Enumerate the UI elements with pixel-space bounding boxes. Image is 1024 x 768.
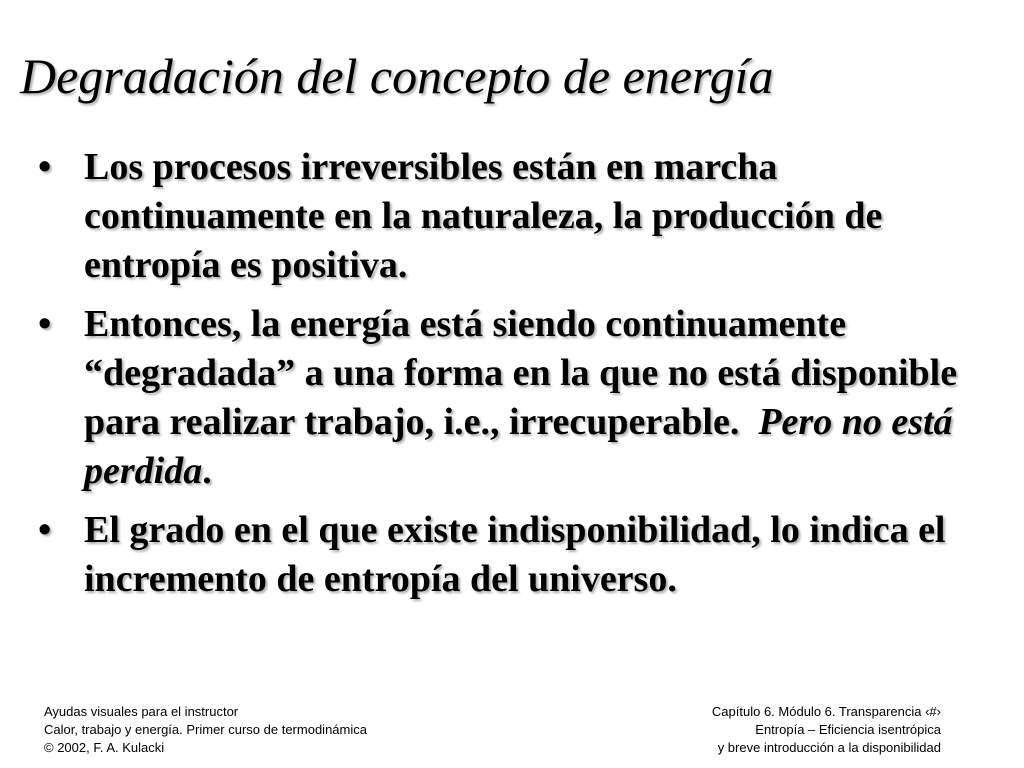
footer-right-line: Capítulo 6. Módulo 6. Transparencia ‹#› xyxy=(711,704,941,719)
footer-right xyxy=(712,703,941,757)
bullet-end-punctuation: . xyxy=(202,450,212,492)
bullet-item xyxy=(38,506,1013,604)
bullet-text: Entonces, la energía está siendo continuamente “degradada” a una forma en la que no está disponible para realizar trabajo, i.e., irrecuperable. xyxy=(84,303,958,443)
bullet-marker: • xyxy=(38,146,52,188)
bullet-text: El grado en el que existe indisponibilidad, lo indica el incremento de entropía del universo. xyxy=(84,509,946,600)
bullet-emphasis: Pero no está perdida xyxy=(84,401,953,492)
bullet-item xyxy=(38,300,1013,496)
bullet-marker: • xyxy=(38,303,52,345)
footer-right-line: y breve introducción a la disponibilidad xyxy=(717,740,941,755)
footer-left-line: Calor, trabajo y energía. Primer curso de termodinámica xyxy=(44,722,367,737)
footer-left xyxy=(44,703,367,757)
bullet-list xyxy=(38,143,1013,604)
footer-left-line: © 2002, F. A. Kulacki xyxy=(44,740,165,755)
bullet-item xyxy=(38,143,1013,290)
bullet-marker: • xyxy=(38,509,52,551)
footer-right-line: Entropía – Eficiencia isentrópica xyxy=(755,722,941,737)
bullet-text: Los procesos irreversibles están en marcha continuamente en la naturaleza, la producción de entropía es positiva. xyxy=(84,146,883,286)
slide-title: Degradación del concepto de energía xyxy=(20,48,774,104)
footer-left-line: Ayudas visuales para el instructor xyxy=(44,704,239,719)
